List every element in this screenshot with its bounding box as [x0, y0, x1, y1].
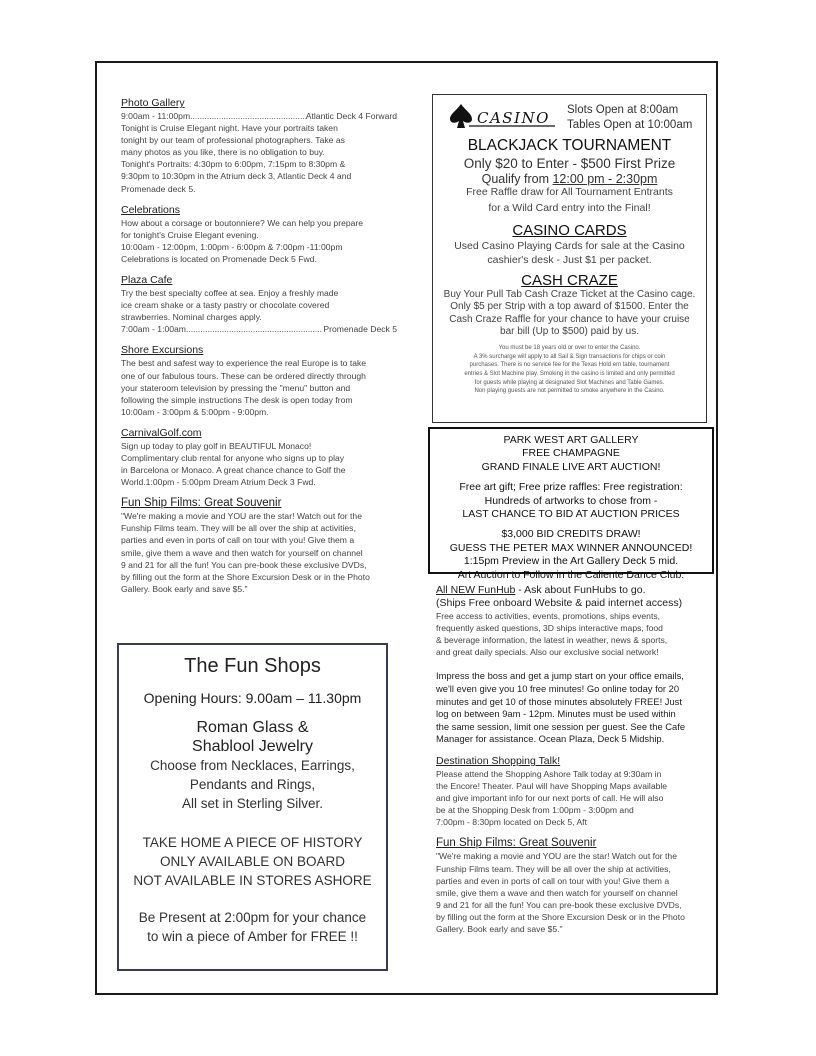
- fun-shops-box: [117, 643, 388, 971]
- art-line-10: Art Auction to Follow in the Caliente Dance Club.: [457, 568, 685, 581]
- fun-shops-shop-name: Roman Glass & Shablool Jewelry: [192, 719, 313, 755]
- photo-gallery-body: Tonight is Cruise Elegant night. Have your portraits taken tonight by our team of professional photographers. Take as many photos as you like, there is no obligation to buy. Tonight's Portraits: 4:30pm to 6:00pm, 7:15pm to 8:30pm & 9:30pm to 10:30pm in the Atrium deck 3, Atlantic Deck 4 and Promenade deck 5.: [121, 123, 352, 194]
- blackjack-qualify: [433, 172, 706, 186]
- shore-excursions-section: [121, 344, 397, 417]
- celebrations-body: How about a corsage or boutonniere? We can help you prepare for tonight's Cruise Elegant evening. 10:00am - 12:00pm, 1:00pm - 6:00pm & 7:00pm -11:00pm Celebrations is located on Promenade Deck 5 Fwd.: [121, 217, 364, 264]
- plaza-cafe-hours-row: [121, 323, 397, 335]
- cash-craze-heading: CASH CRAZE: [521, 272, 618, 289]
- casino-fine-print: You must be 18 years old or over to enter the Casino. A 3% surcharge will apply to all Sail & Sign transactions for chips or coin purchases. There is no service fee for the Texas Hold em table, tournament entries & Slot Machine play. Smoking in the casino is limited and only permitted for guests while playing at designated Slot Machines and Table Games. Non playing guests are not permitted to smoke anywhere in the Casino.: [464, 345, 675, 395]
- blackjack-title: BLACKJACK TOURNAMENT: [467, 137, 672, 154]
- art-line-1: PARK WEST ART GALLERY: [503, 434, 639, 446]
- funhub-subheading: (Ships Free onboard Website & paid internet access): [436, 597, 683, 609]
- carnival-golf-section: [121, 427, 397, 488]
- plaza-cafe-heading: Plaza Cafe: [121, 274, 173, 287]
- fun-shops-history: TAKE HOME A PIECE OF HISTORY ONLY AVAILABLE ON BOARD NOT AVAILABLE IN STORES ASHORE: [133, 835, 372, 888]
- art-line-8: GUESS THE PETER MAX WINNER ANNOUNCED!: [449, 541, 693, 554]
- qualify-time: 12:00 pm - 2:30pm: [552, 172, 658, 186]
- art-line-2: FREE CHAMPAGNE: [522, 447, 620, 460]
- fun-ship-films-right-section: [436, 837, 708, 935]
- casino-cards-body: Used Casino Playing Cards for sale at the Casino cashier's desk - Just $1 per packet.: [454, 240, 685, 266]
- plaza-cafe-section: [121, 274, 397, 335]
- tables-hours: Tables Open at 10:00am: [567, 119, 693, 131]
- destination-shopping-section: [436, 755, 708, 828]
- fun-ship-films-left-section: [121, 497, 397, 595]
- funhub-heading-rest: - Ask about FunHubs to go.: [515, 584, 646, 596]
- carnival-golf-heading: CarnivalGolf.com: [121, 426, 202, 439]
- plaza-cafe-location: Promenade Deck 5: [323, 324, 397, 335]
- casino-logo: [447, 101, 557, 131]
- photo-gallery-section: [121, 97, 397, 195]
- art-line-4: Free art gift; Free prize raffles: Free registration:: [459, 481, 683, 494]
- fun-ship-films-right-body: "We're making a movie and YOU are the star! Watch out for the Funship Films team. They will be all over the ship at activities, parties and even in ports of call on tour with you! Give them a smile, give them a wave and then watch for yourself on channel 9 and 21 for all the fun! You can pre-book these exclusive DVDs, by filling out the form at the Shore Excursion Desk or in the Photo Gallery. Book early and save $5.": [436, 851, 685, 934]
- art-line-5: Hundreds of artworks to chose from -: [484, 494, 658, 507]
- funhub-link[interactable]: All NEW FunHub: [436, 584, 516, 596]
- funhub-section: [436, 584, 708, 746]
- funhub-body: Free access to activities, events, promotions, ships events, frequently asked questions, 3D ships interactive maps, food & beverage information, the latest in weather, news & sports, and great daily specials. Also our exclusive social network!: [436, 611, 668, 658]
- right-lower-column: [436, 584, 708, 944]
- carnival-golf-body: Sign up today to play golf in BEAUTIFUL Monaco! Complimentary club rental for anyone who signs up to play in Barcelona or Monaco. A great chance chance to Golf the World.1:00pm - 5:00pm Dream Atrium Deck 3 Fwd.: [121, 440, 346, 488]
- destination-shopping-heading: Destination Shopping Talk!: [436, 754, 561, 767]
- slots-hours: Slots Open at 8:00am: [567, 104, 679, 116]
- casino-hours: [567, 103, 697, 133]
- art-line-7: $3,000 BID CREDITS DRAW!: [501, 528, 641, 541]
- blackjack-raffle: Free Raffle draw for All Tournament Entrants: [466, 186, 673, 198]
- fun-ship-films-left-heading: Fun Ship Films: Great Souvenir: [121, 497, 282, 510]
- fun-shops-hours: Opening Hours: 9.00am – 11.30pm: [143, 690, 362, 706]
- destination-shopping-body: Please attend the Shopping Ashore Talk today at 9:30am in the Encore! Theater. Paul will have Shopping Maps available and give important info for our next ports of call. He will also be at the Shopping Desk from 1:00pm - 3:00pm and 7:00pm - 8:30pm located on Deck 5, Aft: [436, 768, 668, 828]
- dot-leader: [186, 323, 323, 335]
- photo-gallery-hours-row: [121, 110, 397, 122]
- casino-cards-heading: CASINO CARDS: [512, 222, 627, 239]
- left-column: [121, 97, 397, 604]
- casino-logo-text: CASINO: [477, 109, 550, 127]
- photo-gallery-heading: Photo Gallery: [121, 97, 185, 109]
- fun-shops-amber: Be Present at 2:00pm for your chance to win a piece of Amber for FREE !!: [138, 910, 367, 944]
- fun-shops-description: Choose from Necklaces, Earrings, Pendants and Rings, All set in Sterling Silver.: [150, 758, 355, 811]
- fun-ship-films-right-heading: Fun Ship Films: Great Souvenir: [436, 837, 597, 850]
- fun-shops-title: The Fun Shops: [184, 655, 321, 677]
- plaza-cafe-body: Try the best specialty coffee at sea. Enjoy a freshly made ice cream shake or a tasty pastry or chocolate covered strawberries. Nominal charges apply.: [121, 288, 339, 323]
- art-line-9: 1:15pm Preview in the Art Gallery Deck 5 mid.: [463, 555, 679, 568]
- qualify-prefix: Qualify from: [481, 172, 553, 186]
- art-line-6: LAST CHANCE TO BID AT AUCTION PRICES: [462, 508, 680, 521]
- celebrations-heading: Celebrations: [121, 203, 180, 216]
- funhub-heading: [436, 584, 708, 597]
- spade-icon: [450, 104, 472, 128]
- funhub-promo: Impress the boss and get a jump start on your office emails, we'll even give you 10 free minutes! Go online today for 20 minutes and get 10 of those minutes absolutely FREE! Just log on between 9am - 12pm. Minutes must be used within the same session, limit one session per guest. See the Cafe Manager for assistance. Ocean Plaza, Deck 5 Midship.: [436, 670, 686, 745]
- plaza-cafe-hours: 7:00am - 1:00am: [121, 324, 186, 335]
- shore-excursions-heading: Shore Excursions: [121, 344, 204, 357]
- blackjack-price: Only $20 to Enter - $500 First Prize: [463, 156, 676, 171]
- art-auction-box: [428, 427, 714, 581]
- blackjack-wildcard: for a Wild Card entry into the Final!: [488, 202, 651, 214]
- fun-ship-films-left-body: "We're making a movie and YOU are the star! Watch out for the Funship Films team. They will be all over the ship at activities, parties and even in ports of call on tour with you! Give them a smile, give them a wave and then watch for yourself on channel 9 and 21 for all the fun! You can pre-book these exclusive DVDs, by filling out the form at the Shore Excursion Desk or in the Photo Gallery. Book early and save $5.": [121, 511, 370, 594]
- photo-gallery-hours: 9:00am - 11:00pm: [121, 111, 191, 121]
- celebrations-section: [121, 204, 397, 265]
- cash-craze-body: Buy Your Pull Tab Cash Craze Ticket at the Casino cage. Only $5 per Strip with a top award of $1500. Enter the Cash Craze Raffle for your chance to have your cruise bar bill (Up to $500) paid by us.: [443, 289, 696, 337]
- photo-gallery-location: Atlantic Deck 4 Forward: [305, 111, 397, 121]
- casino-box: [432, 94, 707, 423]
- dot-leader: [190, 110, 306, 122]
- shore-excursions-body: The best and safest way to experience the real Europe is to take one of our fabulous tours. These can be ordered directly through your stateroom television by pressing the "menu" button and following the simple instructions The desk is open today from 10:00am - 3:00pm & 5:00pm - 9:00pm.: [121, 358, 367, 417]
- art-line-3: GRAND FINALE LIVE ART AUCTION!: [481, 460, 661, 473]
